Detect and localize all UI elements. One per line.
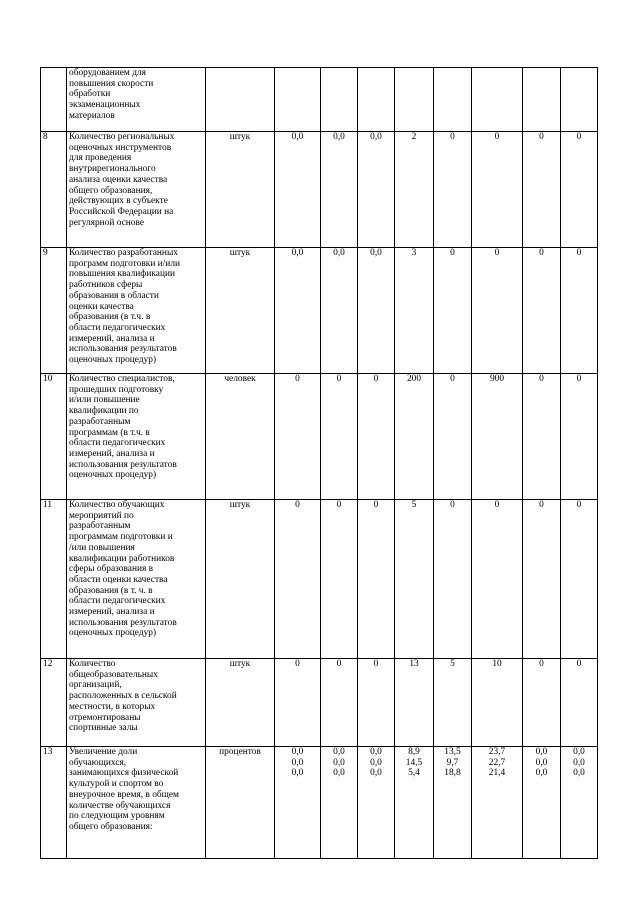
unit-cell: процентов	[206, 747, 275, 859]
value-cell: 0	[523, 500, 561, 659]
table-row	[41, 248, 598, 374]
value-cell: 0	[561, 248, 598, 374]
value-cell: 0	[434, 248, 472, 374]
value-cell: 0	[472, 500, 523, 659]
value-cell: 200	[395, 374, 434, 500]
value-cell: 0	[561, 659, 598, 747]
value-cell	[358, 68, 395, 132]
value-cell: 0,0 0,0 0,0	[523, 747, 561, 859]
value-cell: 0,0	[358, 248, 395, 374]
value-cell: 0	[472, 248, 523, 374]
value-cell: 0,0 0,0 0,0	[275, 747, 321, 859]
unit-cell: штук	[206, 248, 275, 374]
indicator-name-cell: Количество общеобразовательных организаций, расположенных в сельской местности, в которых отремонтированы спортивные залы	[67, 659, 206, 747]
value-cell: 0	[358, 500, 395, 659]
value-cell: 0	[321, 374, 358, 500]
value-cell: 0	[275, 500, 321, 659]
value-cell: 23,7 22,7 21,4	[472, 747, 523, 859]
value-cell: 3	[395, 248, 434, 374]
value-cell: 0,0 0,0 0,0	[561, 747, 598, 859]
table-row	[41, 68, 598, 132]
value-cell: 0	[358, 374, 395, 500]
value-cell: 0	[523, 659, 561, 747]
row-number-cell: 11	[41, 500, 67, 659]
row-number-cell: 13	[41, 747, 67, 859]
value-cell: 10	[472, 659, 523, 747]
indicators-table	[40, 67, 598, 859]
value-cell: 0,0	[321, 248, 358, 374]
value-cell	[434, 68, 472, 132]
value-cell: 0	[434, 500, 472, 659]
value-cell	[395, 68, 434, 132]
indicator-name-cell: Количество разработанных программ подготовки и/или повышения квалификации работников сферы образования в области оценки качества образования (в т.ч. в области педагогических измерений, анализа и использования результатов оценочных процедур)	[67, 248, 206, 374]
value-cell: 0,0	[275, 248, 321, 374]
value-cell: 0	[523, 132, 561, 248]
table-row	[41, 747, 598, 859]
indicator-name-cell: Количество специалистов, прошедших подготовку и/или повышение квалификации по разработанным программам (в т.ч. в области педагогических измерений, анализа и использования результатов оценочных процедур)	[67, 374, 206, 500]
value-cell: 5	[434, 659, 472, 747]
value-cell: 0	[561, 132, 598, 248]
value-cell	[523, 68, 561, 132]
value-cell: 0,0	[321, 132, 358, 248]
value-cell: 0	[434, 374, 472, 500]
unit-cell: штук	[206, 500, 275, 659]
table-row	[41, 374, 598, 500]
value-cell: 0	[358, 659, 395, 747]
unit-cell	[206, 68, 275, 132]
value-cell	[321, 68, 358, 132]
value-cell: 13,5 9,7 18,8	[434, 747, 472, 859]
value-cell	[275, 68, 321, 132]
value-cell: 0	[321, 659, 358, 747]
table-row	[41, 659, 598, 747]
unit-cell: штук	[206, 659, 275, 747]
value-cell: 0,0 0,0 0,0	[358, 747, 395, 859]
value-cell	[561, 68, 598, 132]
table-row	[41, 500, 598, 659]
row-number-cell: 8	[41, 132, 67, 248]
value-cell: 0	[434, 132, 472, 248]
indicator-name-cell: Количество обучающих мероприятий по разработанным программам подготовки и /или повышения квалификации работников сферы образования в области оценки качества образования (в т. ч. в области педагогических измерений, анализа и использования результатов оценочных процедур)	[67, 500, 206, 659]
value-cell: 0	[561, 500, 598, 659]
row-number-cell	[41, 68, 67, 132]
unit-cell: штук	[206, 132, 275, 248]
indicator-name-cell: оборудованием для повышения скорости обработки экзаменационных материалов	[67, 68, 206, 132]
table-row	[41, 132, 598, 248]
unit-cell: человек	[206, 374, 275, 500]
value-cell: 13	[395, 659, 434, 747]
value-cell	[472, 68, 523, 132]
value-cell: 5	[395, 500, 434, 659]
value-cell: 0,0	[275, 132, 321, 248]
value-cell: 0	[523, 248, 561, 374]
value-cell: 0	[275, 374, 321, 500]
value-cell: 0,0 0,0 0,0	[321, 747, 358, 859]
indicator-name-cell: Количество региональных оценочных инструментов для проведения внутрирегионального анализа оценки качества общего образования, действующих в субъекте Российской Федерации на регулярной основе	[67, 132, 206, 248]
value-cell: 0,0	[358, 132, 395, 248]
value-cell: 0	[472, 132, 523, 248]
value-cell: 0	[321, 500, 358, 659]
value-cell: 0	[523, 374, 561, 500]
value-cell: 8,9 14,5 5,4	[395, 747, 434, 859]
row-number-cell: 10	[41, 374, 67, 500]
value-cell: 2	[395, 132, 434, 248]
value-cell: 900	[472, 374, 523, 500]
value-cell: 0	[561, 374, 598, 500]
row-number-cell: 12	[41, 659, 67, 747]
value-cell: 0	[275, 659, 321, 747]
indicator-name-cell: Увеличение доли обучающихся, занимающихся физической культурой и спортом во внеурочное время, в общем количестве обучающихся по следующим уровням общего образования:	[67, 747, 206, 859]
row-number-cell: 9	[41, 248, 67, 374]
